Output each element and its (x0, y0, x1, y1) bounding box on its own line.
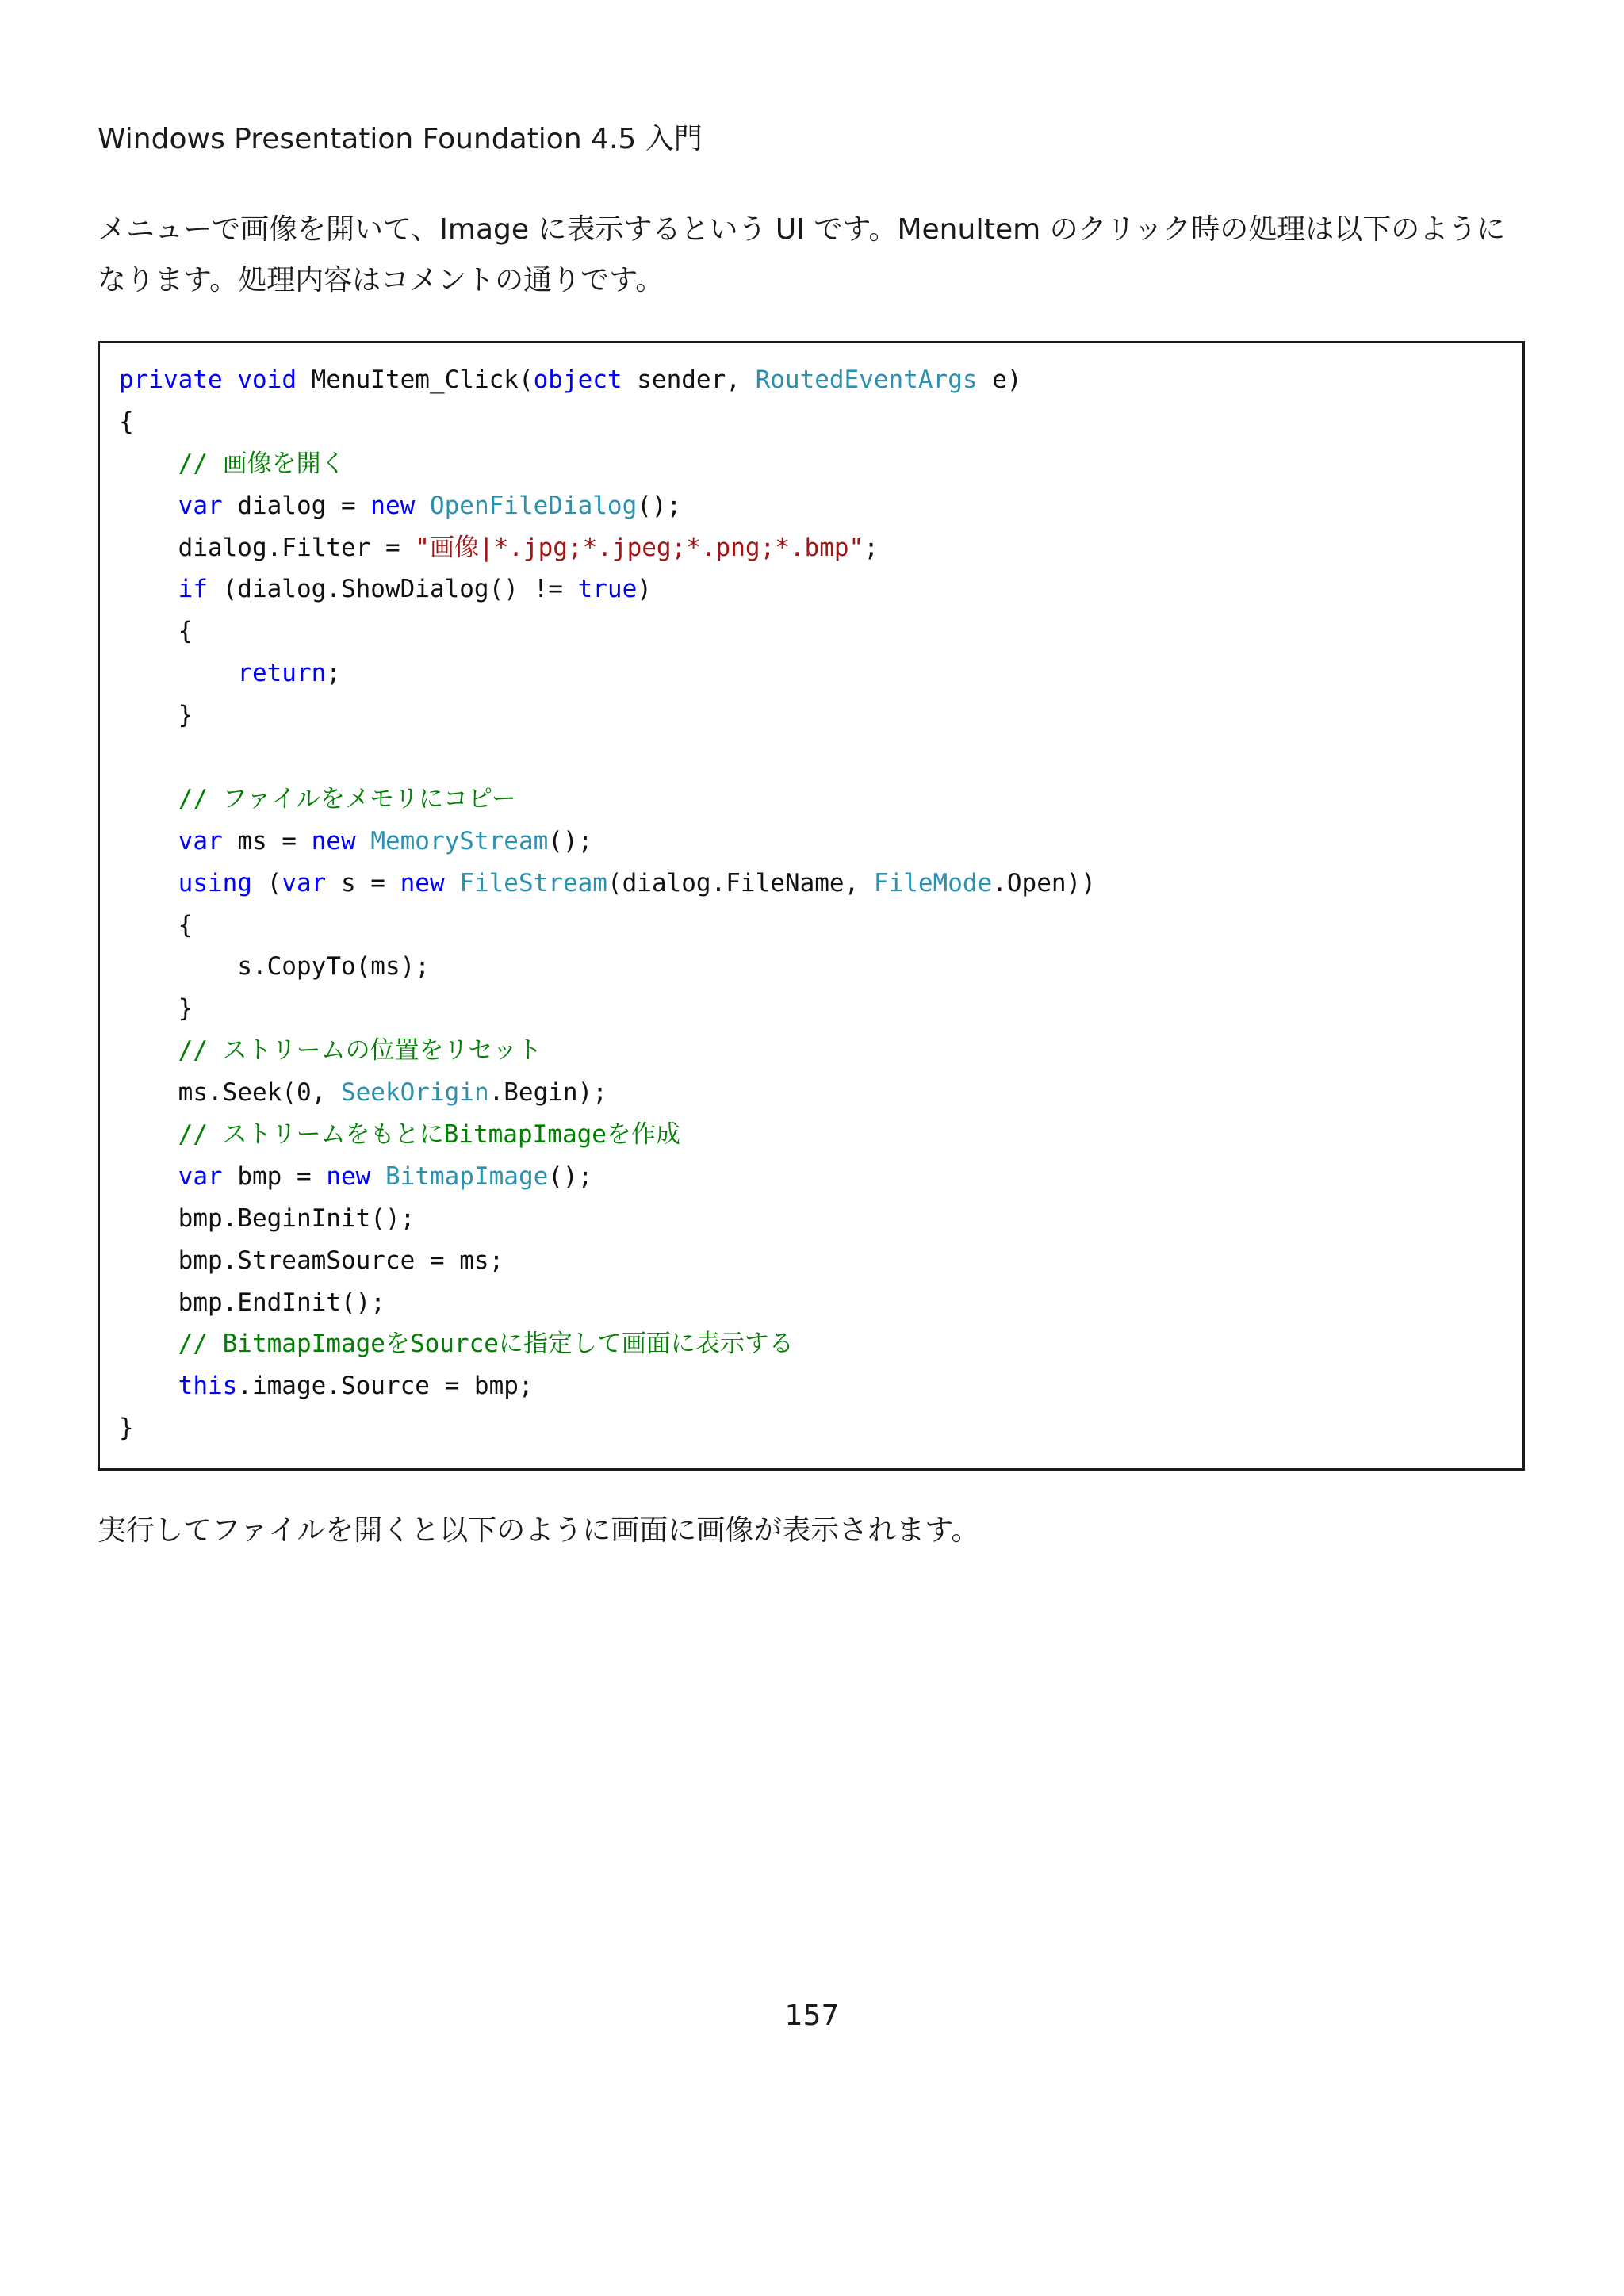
code-token: FileMode (873, 868, 993, 897)
code-token: ; (326, 659, 341, 688)
code-line (119, 1282, 1096, 1324)
code-indent (119, 450, 178, 478)
code-indent (119, 1120, 178, 1149)
code-line (119, 821, 1096, 863)
code-indent (119, 994, 178, 1023)
code-indent (119, 534, 178, 562)
code-indent (119, 575, 178, 603)
code-token: } (178, 701, 193, 730)
code-token: s = (326, 868, 400, 897)
code-token: // 画像を開く (178, 449, 346, 478)
code-token: SeekOrigin (340, 1078, 489, 1108)
code-token: (dialog.FileName, (607, 868, 874, 897)
code-line (119, 946, 1096, 988)
code-token: return (237, 659, 327, 688)
code-token: FileStream (459, 868, 607, 897)
code-token: bmp.BeginInit(); (178, 1203, 416, 1233)
code-token: // BitmapImageをSourceに指定して画面に表示する (178, 1330, 794, 1359)
code-indent (119, 1330, 178, 1358)
code-token: .Begin); (488, 1078, 607, 1108)
code-token: { (178, 617, 193, 646)
code-token: // ストリームの位置をリセット (178, 1036, 542, 1066)
code-line (119, 652, 1096, 695)
code-token: ms = (222, 826, 312, 855)
code-token: bmp.EndInit(); (178, 1288, 385, 1317)
code-token: new (370, 491, 416, 520)
code-line (119, 779, 1096, 821)
code-token: true (577, 575, 638, 604)
code-token: var (178, 491, 223, 520)
code-token: // ストリームをもとにBitmapImageを作成 (178, 1120, 680, 1150)
code-line (119, 988, 1096, 1030)
code-token: .image.Source = bmp; (237, 1372, 534, 1401)
code-line (119, 1072, 1096, 1114)
code-line (119, 359, 1096, 401)
code-token: } (119, 1414, 134, 1443)
code-token: { (119, 407, 134, 436)
code-indent (119, 1246, 178, 1275)
code-token: } (178, 994, 193, 1024)
code-token: RoutedEventArgs (755, 365, 978, 394)
code-indent (119, 659, 237, 687)
code-token: (); (548, 1161, 593, 1191)
code-line (119, 1407, 1096, 1449)
code-token (445, 869, 460, 897)
code-line (119, 610, 1096, 652)
code-token: bmp = (222, 1161, 327, 1191)
code-indent (119, 869, 178, 897)
code-indent (119, 617, 178, 645)
code-token: this (178, 1372, 238, 1401)
code-token: var (282, 868, 327, 897)
code-token: new (400, 868, 445, 897)
code-line (119, 863, 1096, 905)
code-line (119, 905, 1096, 947)
code-line (119, 1114, 1096, 1156)
code-token: new (326, 1161, 371, 1191)
code-line (119, 1198, 1096, 1240)
code-indent (119, 827, 178, 855)
code-token: MemoryStream (370, 826, 549, 855)
code-token: var (178, 826, 223, 855)
code-token: (); (548, 826, 593, 855)
code-token: (dialog.ShowDialog() != (207, 575, 578, 604)
code-token: private (119, 365, 223, 394)
code-token (370, 1162, 385, 1191)
running-header: Windows Presentation Foundation 4.5 入門 (98, 123, 703, 155)
code-token: if (178, 575, 208, 604)
code-indent (119, 701, 178, 729)
result-paragraph: 実行してファイルを開くと以下のように画面に画像が表示されます。 (98, 1514, 980, 1547)
code-token: dialog = (222, 491, 371, 520)
code-line (119, 695, 1096, 737)
page-number: 157 (784, 1999, 840, 2032)
code-indent (119, 785, 178, 813)
code-token: var (178, 1161, 223, 1191)
code-token: (); (637, 491, 682, 520)
code-token: ) (637, 575, 652, 604)
code-token (223, 365, 238, 394)
code-line (119, 401, 1096, 443)
code-indent (119, 492, 178, 520)
code-line (119, 1240, 1096, 1282)
code-line (119, 443, 1096, 485)
code-token: dialog.Filter = (178, 533, 416, 562)
code-token: { (178, 910, 193, 939)
code-indent (119, 1204, 178, 1233)
code-line (119, 527, 1096, 569)
intro-paragraph: メニューで画像を開いて、Image に表示するという UI です。MenuItem のクリック時の処理は以下のようになります。処理内容はコメントの通りです。 (98, 213, 1506, 297)
code-indent (119, 1288, 178, 1317)
code-line (119, 1030, 1096, 1072)
code-token: // ファイルをメモリにコピー (178, 784, 516, 813)
code-token: e) (977, 365, 1022, 394)
code-token: MenuItem_Click( (296, 365, 534, 394)
code-line (119, 1365, 1096, 1407)
code-token (356, 827, 371, 855)
code-block (98, 341, 1525, 1471)
code-token: bmp.StreamSource = ms; (178, 1246, 504, 1275)
code-lines (119, 359, 1096, 1449)
code-indent (119, 1372, 178, 1400)
code-token: s.CopyTo(ms); (237, 952, 430, 982)
code-line (119, 737, 1096, 779)
code-line (119, 1156, 1096, 1198)
code-token: "画像|*.jpg;*.jpeg;*.png;*.bmp" (415, 533, 864, 562)
code-token: using (178, 868, 252, 897)
code-token: ; (864, 533, 879, 562)
code-indent (119, 1036, 178, 1065)
code-indent (119, 1078, 178, 1107)
code-indent (119, 1162, 178, 1191)
code-indent (119, 952, 237, 981)
code-token: ms.Seek(0, (178, 1078, 341, 1108)
code-token: new (311, 826, 356, 855)
code-token: BitmapImage (385, 1161, 549, 1191)
code-token: ( (251, 868, 282, 897)
code-token: .Open)) (992, 868, 1096, 897)
code-token (415, 492, 430, 520)
code-token: object (533, 365, 622, 394)
code-token: sender, (622, 365, 756, 394)
code-token: void (237, 365, 297, 394)
code-line (119, 485, 1096, 527)
code-indent (119, 911, 178, 939)
code-line (119, 1323, 1096, 1365)
code-token: OpenFileDialog (429, 491, 638, 520)
code-line (119, 568, 1096, 610)
